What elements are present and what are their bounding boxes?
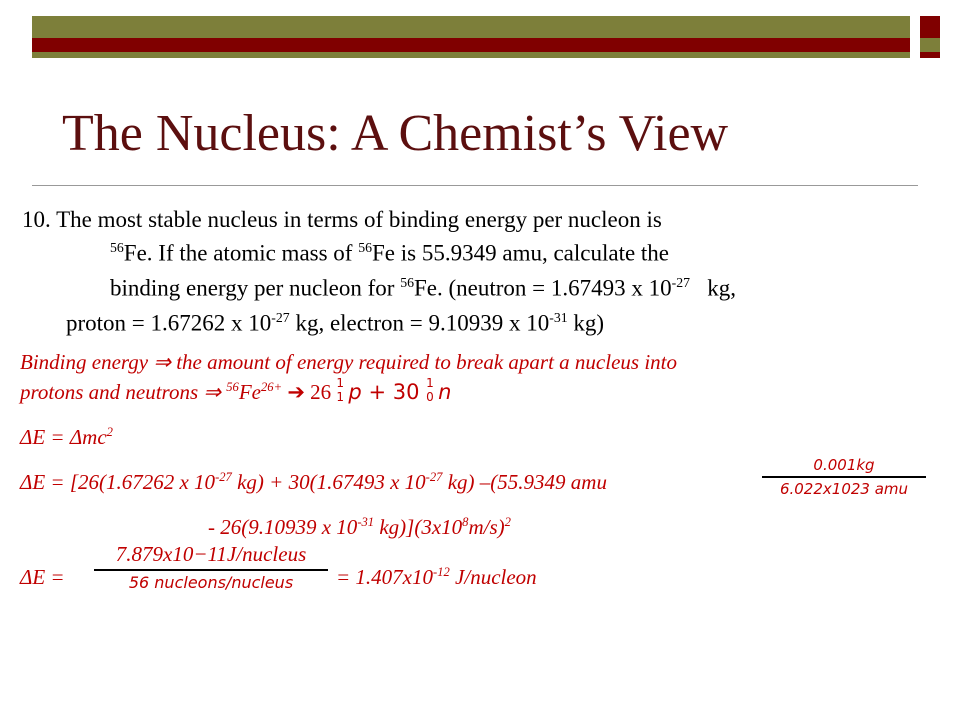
equation-text: m/s) xyxy=(468,515,505,539)
problem-line-1 xyxy=(22,207,662,233)
superscript: -12 xyxy=(433,565,450,579)
superscript: 2 xyxy=(504,515,511,529)
equation-3 xyxy=(208,515,511,540)
header-bar xyxy=(32,16,910,58)
corner-stripe xyxy=(920,38,940,52)
conversion-fraction xyxy=(762,456,926,498)
corner-block xyxy=(920,16,940,58)
superscript: 56 xyxy=(226,380,239,394)
equation-4-prefix xyxy=(20,565,65,590)
definition-line-2 xyxy=(20,376,452,405)
slide-title: The Nucleus: A Chemist’s View xyxy=(62,105,729,162)
equation-text: = 1.407x10 xyxy=(336,565,433,589)
neutron-symbol: n xyxy=(438,380,452,404)
superscript: -27 xyxy=(271,310,290,325)
problem-line-4 xyxy=(66,310,604,337)
definition-text: Binding energy ⇒ the amount of energy required to break apart a nucleus into xyxy=(20,350,677,374)
proton-notation xyxy=(336,376,348,404)
equation-text: kg) –(55.9349 amu xyxy=(442,470,607,494)
problem-text: Fe. (neutron = 1.67493 x 10 xyxy=(413,275,672,301)
superscript: 26+ xyxy=(260,380,283,394)
definition-line-1 xyxy=(20,350,677,375)
problem-text: kg) xyxy=(567,310,605,336)
title-divider xyxy=(32,185,918,186)
superscript: 2 xyxy=(106,425,113,439)
mass-number: 1 xyxy=(336,376,345,390)
problem-line-2 xyxy=(110,240,669,267)
atomic-number: 1 xyxy=(336,390,345,404)
equation-text: ΔE = xyxy=(20,565,65,589)
proton-symbol: p xyxy=(348,380,362,404)
problem-text: 10. The most stable nucleus in terms of binding energy per nucleon is xyxy=(22,207,662,232)
fraction-denominator: 6.022x1023 amu xyxy=(779,480,909,498)
mass-number: 1 xyxy=(426,376,434,390)
problem-text: proton = 1.67262 x 10 xyxy=(66,310,272,336)
superscript: -31 xyxy=(357,515,375,529)
fraction-numerator: 7.879x10−11J/nucleus xyxy=(115,542,307,566)
superscript: 56 xyxy=(358,240,373,255)
equation-text: kg) + 30(1.67493 x 10 xyxy=(231,470,426,494)
problem-text: Fe. If the atomic mass of xyxy=(123,240,359,266)
problem-text: kg, xyxy=(690,275,737,301)
equation-4-result xyxy=(336,565,537,590)
equation-2 xyxy=(20,470,607,495)
superscript: 56 xyxy=(110,240,124,255)
header-stripe xyxy=(32,38,910,52)
coefficient: + 30 xyxy=(361,380,427,404)
definition-text: protons and neutrons ⇒ xyxy=(20,380,227,404)
fraction-numerator: 0.001kg xyxy=(813,456,875,474)
equation-text: ΔE = [26(1.67262 x 10 xyxy=(20,470,216,494)
fraction-denominator: 56 nucleons/nucleus xyxy=(128,573,294,592)
equation-text: ΔE = Δmc xyxy=(20,425,107,449)
superscript: 56 xyxy=(400,275,414,290)
superscript: 8 xyxy=(462,515,469,529)
problem-text: Fe is 55.9349 amu, calculate the xyxy=(372,240,670,266)
problem-text: binding energy per nucleon for xyxy=(110,275,401,301)
equation-text: kg)](3x10 xyxy=(374,515,463,539)
equation-text: J/nucleon xyxy=(449,565,537,589)
superscript: -27 xyxy=(215,470,232,484)
equation-1 xyxy=(20,425,113,450)
fraction-bar xyxy=(762,476,926,478)
reaction-arrow: ➔ 26 xyxy=(282,380,337,404)
equation-text: - 26(9.10939 x 10 xyxy=(208,515,358,539)
energy-fraction xyxy=(94,542,328,592)
problem-text: kg, electron = 9.10939 x 10 xyxy=(289,310,550,336)
fraction-bar xyxy=(94,569,328,571)
atomic-number: 0 xyxy=(426,390,434,404)
superscript: -27 xyxy=(671,275,691,290)
superscript: -27 xyxy=(425,470,443,484)
superscript: -31 xyxy=(549,310,568,325)
problem-line-3 xyxy=(110,275,736,302)
neutron-notation xyxy=(426,376,438,404)
element-symbol: Fe xyxy=(238,380,261,404)
